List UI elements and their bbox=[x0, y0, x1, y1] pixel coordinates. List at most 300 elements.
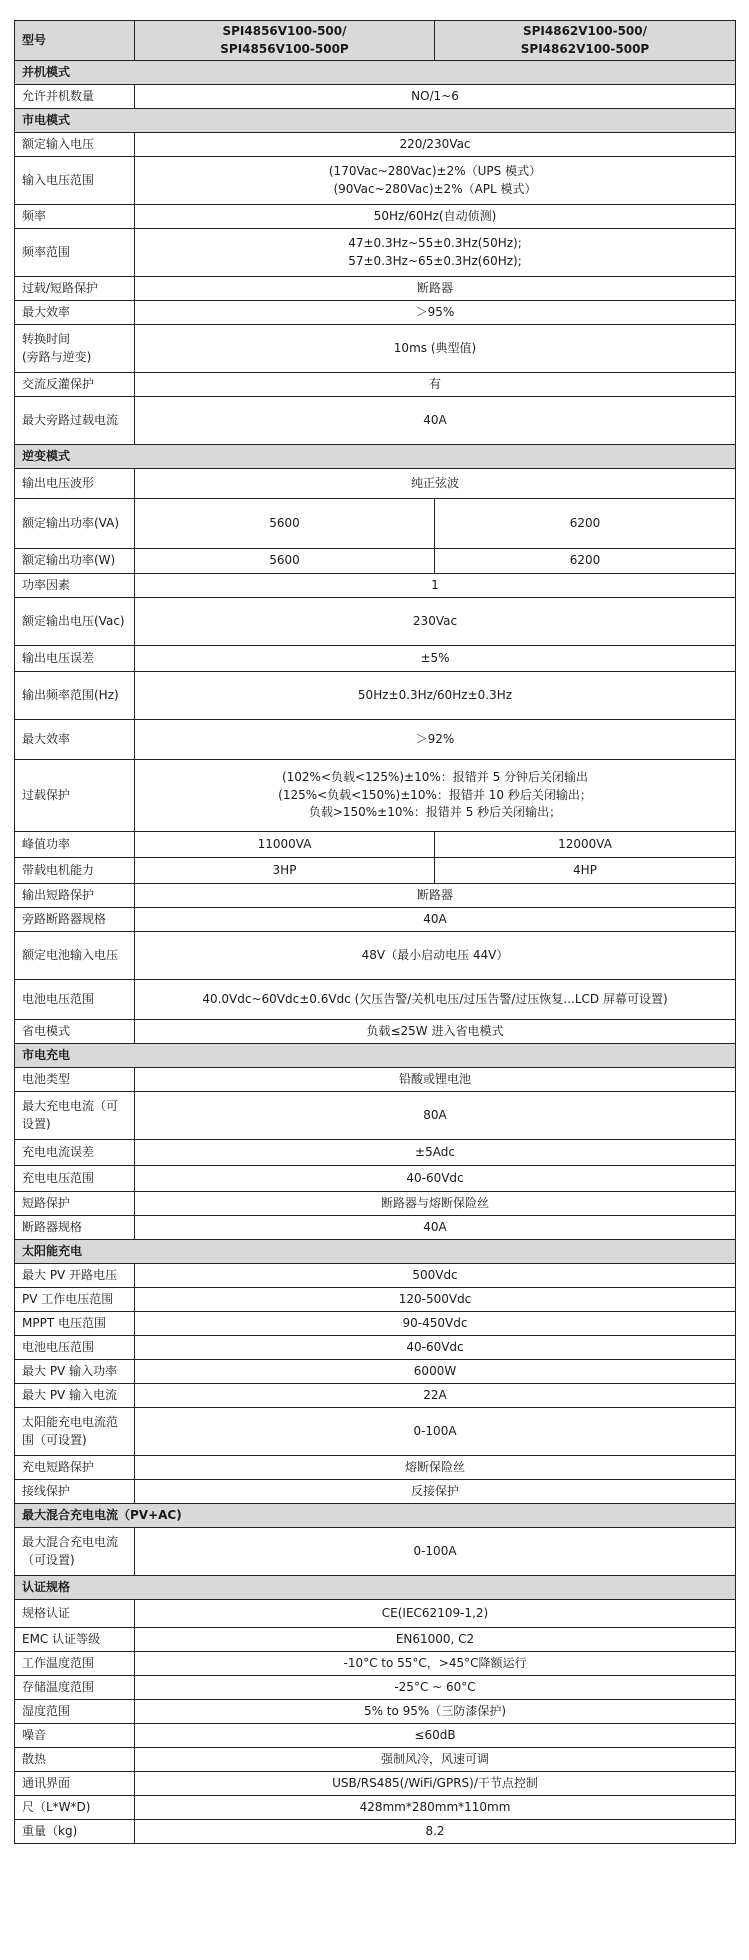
section-header-row bbox=[15, 1240, 736, 1264]
spec-label-cell bbox=[15, 1264, 135, 1288]
spec-row bbox=[15, 1700, 736, 1724]
spec-label: 存储温度范围 bbox=[22, 1679, 95, 1694]
spec-row bbox=[15, 205, 736, 229]
spec-label-cell bbox=[15, 277, 135, 301]
spec-value: ±5% bbox=[420, 650, 450, 665]
spec-label-cell bbox=[15, 1020, 135, 1044]
spec-label-cell bbox=[15, 1528, 135, 1576]
spec-label-cell bbox=[15, 1796, 135, 1820]
spec-value-cell bbox=[135, 133, 736, 157]
spec-row bbox=[15, 672, 736, 720]
spec-label: 尺（L*W*D) bbox=[22, 1799, 91, 1814]
spec-label: 电池电压范围 bbox=[22, 1339, 95, 1354]
spec-row bbox=[15, 1748, 736, 1772]
spec-row bbox=[15, 1384, 736, 1408]
spec-value: CE(IEC62109-1,2) bbox=[381, 1605, 489, 1620]
section-title-cell bbox=[15, 445, 736, 469]
spec-row bbox=[15, 373, 736, 397]
spec-label-cell bbox=[15, 1384, 135, 1408]
spec-value: 8.2 bbox=[425, 1823, 445, 1838]
spec-value-cell bbox=[135, 1628, 736, 1652]
spec-label-cell bbox=[15, 598, 135, 646]
spec-row bbox=[15, 397, 736, 445]
spec-value-cell bbox=[135, 1020, 736, 1044]
spec-value: 47±0.3Hz~55±0.3Hz(50Hz); bbox=[348, 236, 522, 251]
spec-label: 额定电池输入电压 bbox=[22, 947, 119, 962]
spec-value-model-b: 12000VA bbox=[558, 836, 612, 851]
spec-label-cell bbox=[15, 832, 135, 858]
section-title-cell bbox=[15, 61, 736, 85]
spec-value: 40-60Vdc bbox=[406, 1170, 464, 1185]
spec-value: 48V（最小启动电压 44V） bbox=[361, 947, 509, 962]
spec-table bbox=[14, 20, 736, 1844]
spec-label-cell bbox=[15, 1336, 135, 1360]
spec-row bbox=[15, 1652, 736, 1676]
spec-row bbox=[15, 908, 736, 932]
spec-value: (90Vac~280Vac)±2%（APL 模式） bbox=[333, 181, 537, 196]
spec-row bbox=[15, 832, 736, 858]
spec-value-cell bbox=[135, 1528, 736, 1576]
spec-label-cell bbox=[15, 85, 135, 109]
spec-value: 40A bbox=[423, 1219, 447, 1234]
section-header-row bbox=[15, 1044, 736, 1068]
spec-label-cell bbox=[15, 884, 135, 908]
spec-row bbox=[15, 1216, 736, 1240]
spec-value-cell bbox=[135, 1192, 736, 1216]
spec-value: 强制风冷，风速可调 bbox=[380, 1751, 489, 1766]
spec-value: 50Hz±0.3Hz/60Hz±0.3Hz bbox=[357, 687, 513, 702]
spec-value-model-b: 4HP bbox=[573, 862, 597, 877]
spec-row bbox=[15, 133, 736, 157]
spec-label: 额定输出功率(W) bbox=[22, 553, 116, 568]
spec-label-cell bbox=[15, 858, 135, 884]
spec-label: 最大混合充电电流（可设置) bbox=[22, 1535, 119, 1567]
spec-value-model-a: 3HP bbox=[272, 862, 297, 877]
spec-label: 重量（kg) bbox=[22, 1823, 78, 1838]
spec-value-cell bbox=[135, 1676, 736, 1700]
spec-row bbox=[15, 1724, 736, 1748]
spec-label: 充电电压范围 bbox=[22, 1170, 95, 1185]
spec-label-cell bbox=[15, 205, 135, 229]
spec-label: 额定输出功率(VA) bbox=[22, 515, 120, 530]
spec-value: 铅酸或锂电池 bbox=[398, 1071, 471, 1086]
spec-label-cell bbox=[15, 1140, 135, 1166]
spec-value: 50Hz/60Hz(自动侦测) bbox=[373, 208, 497, 223]
spec-row bbox=[15, 1166, 736, 1192]
spec-value-cell bbox=[135, 1820, 736, 1844]
model-a-line: SPI4856V100-500P bbox=[220, 41, 349, 56]
spec-value-cell bbox=[135, 325, 736, 373]
spec-label-cell bbox=[15, 574, 135, 598]
spec-value-cell bbox=[135, 1480, 736, 1504]
spec-value: (170Vac~280Vac)±2%（UPS 模式） bbox=[328, 164, 542, 179]
spec-label-cell bbox=[15, 397, 135, 445]
spec-label-cell bbox=[15, 1700, 135, 1724]
spec-label: 旁路断路器规格 bbox=[22, 911, 107, 926]
spec-value-cell bbox=[135, 1772, 736, 1796]
spec-label-cell bbox=[15, 760, 135, 832]
section-title-cell bbox=[15, 1504, 736, 1528]
spec-value: ±5Adc bbox=[415, 1144, 455, 1159]
spec-label: 带载电机能力 bbox=[22, 862, 95, 877]
spec-value-model-b: 6200 bbox=[569, 553, 601, 568]
spec-value: 40.0Vdc~60Vdc±0.6Vdc (欠压告警/关机电压/过压告警/过压恢复...LCD 屏幕可设置) bbox=[202, 991, 668, 1006]
spec-row bbox=[15, 1408, 736, 1456]
spec-value-model-a: 5600 bbox=[269, 553, 300, 568]
spec-row bbox=[15, 1264, 736, 1288]
spec-label-cell bbox=[15, 1772, 135, 1796]
spec-row bbox=[15, 1600, 736, 1628]
spec-label: 规格认证 bbox=[22, 1605, 71, 1620]
spec-value-cell bbox=[135, 1360, 736, 1384]
spec-row bbox=[15, 858, 736, 884]
spec-row bbox=[15, 325, 736, 373]
section-title: 太阳能充电 bbox=[22, 1243, 83, 1258]
spec-label: 通讯界面 bbox=[22, 1775, 71, 1790]
spec-row bbox=[15, 1360, 736, 1384]
section-title: 市电充电 bbox=[22, 1047, 71, 1062]
spec-value-model-b: 6200 bbox=[569, 515, 601, 530]
spec-value: 428mm*280mm*110mm bbox=[359, 1799, 511, 1814]
spec-label-cell bbox=[15, 646, 135, 672]
spec-row bbox=[15, 1288, 736, 1312]
spec-value: 断路器与熔断保险丝 bbox=[380, 1195, 489, 1210]
spec-label-cell bbox=[15, 1820, 135, 1844]
spec-row bbox=[15, 932, 736, 980]
spec-value: 90-450Vdc bbox=[402, 1315, 468, 1330]
spec-value-cell bbox=[135, 205, 736, 229]
spec-label: 最大旁路过载电流 bbox=[22, 412, 119, 427]
spec-label: 频率 bbox=[22, 208, 47, 223]
spec-row bbox=[15, 1020, 736, 1044]
spec-value-model-b-cell bbox=[435, 832, 736, 858]
spec-value: 熔断保险丝 bbox=[404, 1459, 465, 1474]
spec-label: 转换时间 bbox=[22, 332, 71, 347]
spec-value: 纯正弦波 bbox=[410, 475, 459, 490]
spec-value: 反接保护 bbox=[410, 1483, 459, 1498]
spec-value: EN61000, C2 bbox=[395, 1631, 475, 1646]
spec-label-cell bbox=[15, 469, 135, 499]
spec-value-cell bbox=[135, 720, 736, 760]
spec-label-cell bbox=[15, 1360, 135, 1384]
spec-label-cell bbox=[15, 1480, 135, 1504]
spec-value-model-b-cell bbox=[435, 549, 736, 574]
spec-value-cell bbox=[135, 1600, 736, 1628]
spec-sheet bbox=[14, 20, 735, 1844]
spec-label-cell bbox=[15, 1724, 135, 1748]
spec-value-cell bbox=[135, 1288, 736, 1312]
spec-value: 57±0.3Hz~65±0.3Hz(60Hz); bbox=[348, 253, 522, 268]
spec-label: 额定输入电压 bbox=[22, 136, 95, 151]
spec-value: 6000W bbox=[413, 1363, 457, 1378]
spec-label: 输出频率范围(Hz) bbox=[22, 687, 119, 702]
spec-label: 输入电压范围 bbox=[22, 172, 95, 187]
spec-value-cell bbox=[135, 598, 736, 646]
model-b-line: SPI4862V100-500/ bbox=[522, 24, 648, 39]
spec-label-cell bbox=[15, 1216, 135, 1240]
spec-value: (102%<负载<125%)±10%：报错并 5 分钟后关闭输出 bbox=[281, 770, 589, 785]
spec-row bbox=[15, 720, 736, 760]
spec-label: 最大效率 bbox=[22, 304, 71, 319]
spec-value-cell bbox=[135, 1166, 736, 1192]
spec-label: 额定输出电压(Vac) bbox=[22, 613, 125, 628]
spec-label-cell bbox=[15, 980, 135, 1020]
spec-value: ≤60dB bbox=[414, 1727, 456, 1742]
spec-value-cell bbox=[135, 1092, 736, 1140]
section-title: 逆变模式 bbox=[22, 448, 71, 463]
spec-value: 500Vdc bbox=[412, 1267, 458, 1282]
spec-value-cell bbox=[135, 908, 736, 932]
spec-label-cell bbox=[15, 1312, 135, 1336]
spec-label: 功率因素 bbox=[22, 577, 71, 592]
spec-label: 过载/短路保护 bbox=[22, 280, 99, 295]
model-a-cell bbox=[135, 21, 435, 61]
section-title: 并机模式 bbox=[22, 64, 71, 79]
spec-label-cell bbox=[15, 1166, 135, 1192]
spec-label-cell bbox=[15, 325, 135, 373]
spec-value-cell bbox=[135, 760, 736, 832]
spec-value-cell bbox=[135, 1384, 736, 1408]
spec-row bbox=[15, 499, 736, 549]
spec-value: 220/230Vac bbox=[399, 136, 471, 151]
model-b-line: SPI4862V100-500P bbox=[520, 41, 650, 56]
spec-value: (125%<负载<150%)±10%：报错并 10 秒后关闭输出； bbox=[278, 787, 592, 802]
spec-value: 40A bbox=[423, 911, 447, 926]
spec-value: 80A bbox=[423, 1107, 447, 1122]
spec-value: 有 bbox=[428, 376, 441, 391]
spec-label-cell bbox=[15, 499, 135, 549]
spec-label: (旁路与逆变) bbox=[22, 349, 92, 364]
spec-label: 工作温度范围 bbox=[22, 1655, 95, 1670]
spec-value-cell bbox=[135, 397, 736, 445]
spec-label: 湿度范围 bbox=[22, 1703, 71, 1718]
spec-label: 短路保护 bbox=[22, 1195, 71, 1210]
spec-label: EMC 认证等级 bbox=[22, 1631, 101, 1646]
spec-label-cell bbox=[15, 229, 135, 277]
spec-label: 最大效率 bbox=[22, 731, 71, 746]
spec-row bbox=[15, 980, 736, 1020]
spec-label: 交流反灌保护 bbox=[22, 376, 95, 391]
spec-label-cell bbox=[15, 157, 135, 205]
spec-value-model-a-cell bbox=[135, 499, 435, 549]
spec-value-cell bbox=[135, 1796, 736, 1820]
spec-row bbox=[15, 646, 736, 672]
spec-value-cell bbox=[135, 1336, 736, 1360]
spec-value-cell bbox=[135, 229, 736, 277]
spec-label: 电池类型 bbox=[22, 1071, 71, 1086]
spec-value-model-a-cell bbox=[135, 549, 435, 574]
spec-label-cell bbox=[15, 373, 135, 397]
spec-value-model-a: 5600 bbox=[269, 515, 300, 530]
model-b-cell bbox=[435, 21, 736, 61]
spec-label-cell bbox=[15, 720, 135, 760]
spec-value-cell bbox=[135, 1264, 736, 1288]
spec-label: 输出短路保护 bbox=[22, 887, 95, 902]
spec-row bbox=[15, 1480, 736, 1504]
spec-label-cell bbox=[15, 932, 135, 980]
section-title-cell bbox=[15, 1576, 736, 1600]
spec-label-cell bbox=[15, 672, 135, 720]
spec-label: 最大 PV 输入电流 bbox=[22, 1387, 118, 1402]
spec-label-cell bbox=[15, 1628, 135, 1652]
spec-value-cell bbox=[135, 932, 736, 980]
spec-value-cell bbox=[135, 884, 736, 908]
spec-value-cell bbox=[135, 1216, 736, 1240]
spec-value: -25°C ~ 60°C bbox=[394, 1679, 476, 1694]
spec-row bbox=[15, 1528, 736, 1576]
spec-value: ＞95% bbox=[415, 304, 455, 319]
spec-label: 断路器规格 bbox=[22, 1219, 83, 1234]
spec-row bbox=[15, 1312, 736, 1336]
spec-value-cell bbox=[135, 1068, 736, 1092]
spec-label-cell bbox=[15, 1456, 135, 1480]
spec-label: 充电短路保护 bbox=[22, 1459, 95, 1474]
model-a-line: SPI4856V100-500/ bbox=[222, 24, 347, 39]
section-title-cell bbox=[15, 1044, 736, 1068]
spec-value-model-a: 11000VA bbox=[257, 836, 312, 851]
spec-row bbox=[15, 760, 736, 832]
spec-value-cell bbox=[135, 1140, 736, 1166]
spec-value-cell bbox=[135, 1408, 736, 1456]
spec-value-cell bbox=[135, 1724, 736, 1748]
spec-value-model-a-cell bbox=[135, 832, 435, 858]
spec-row bbox=[15, 1772, 736, 1796]
spec-value: 5% to 95%（三防漆保护) bbox=[363, 1703, 507, 1718]
spec-label-cell bbox=[15, 1092, 135, 1140]
section-header-row bbox=[15, 1576, 736, 1600]
spec-row bbox=[15, 1628, 736, 1652]
spec-label: 噪音 bbox=[22, 1727, 47, 1742]
spec-value-cell bbox=[135, 373, 736, 397]
spec-row bbox=[15, 598, 736, 646]
spec-value-cell bbox=[135, 672, 736, 720]
section-title: 认证规格 bbox=[22, 1579, 71, 1594]
spec-label: 输出电压波形 bbox=[22, 475, 95, 490]
spec-label: 省电模式 bbox=[22, 1023, 71, 1038]
spec-row bbox=[15, 469, 736, 499]
spec-value-cell bbox=[135, 469, 736, 499]
spec-value-cell bbox=[135, 1312, 736, 1336]
spec-value: 230Vac bbox=[412, 613, 458, 628]
section-header-row bbox=[15, 109, 736, 133]
spec-row bbox=[15, 277, 736, 301]
section-header-row bbox=[15, 61, 736, 85]
spec-value-cell bbox=[135, 1652, 736, 1676]
spec-label: 电池电压范围 bbox=[22, 991, 95, 1006]
spec-value-model-a-cell bbox=[135, 858, 435, 884]
spec-label-cell bbox=[15, 549, 135, 574]
section-title-cell bbox=[15, 1240, 736, 1264]
spec-label-cell bbox=[15, 1748, 135, 1772]
spec-label: 太阳能充电电流范围（可设置) bbox=[22, 1415, 119, 1447]
spec-label-cell bbox=[15, 1192, 135, 1216]
spec-label-cell bbox=[15, 1068, 135, 1092]
spec-label: 峰值功率 bbox=[22, 836, 71, 851]
spec-value: ＞92% bbox=[415, 731, 455, 746]
spec-value-cell bbox=[135, 277, 736, 301]
header-label-cell bbox=[15, 21, 135, 61]
spec-row bbox=[15, 1796, 736, 1820]
spec-row bbox=[15, 85, 736, 109]
spec-value: 1 bbox=[431, 577, 439, 592]
spec-label-cell bbox=[15, 1676, 135, 1700]
spec-value-model-b-cell bbox=[435, 499, 736, 549]
section-title: 市电模式 bbox=[22, 112, 71, 127]
header-row bbox=[15, 21, 736, 61]
spec-row bbox=[15, 884, 736, 908]
spec-label: PV 工作电压范围 bbox=[22, 1291, 114, 1306]
section-header-row bbox=[15, 1504, 736, 1528]
spec-row bbox=[15, 229, 736, 277]
spec-row bbox=[15, 549, 736, 574]
spec-value-cell bbox=[135, 1748, 736, 1772]
spec-row bbox=[15, 1456, 736, 1480]
spec-row bbox=[15, 1820, 736, 1844]
spec-value-cell bbox=[135, 980, 736, 1020]
spec-value-cell bbox=[135, 574, 736, 598]
spec-value-model-b-cell bbox=[435, 858, 736, 884]
spec-label-cell bbox=[15, 301, 135, 325]
spec-label: 允许并机数量 bbox=[22, 88, 95, 103]
spec-row bbox=[15, 1092, 736, 1140]
spec-label-cell bbox=[15, 1600, 135, 1628]
section-title: 最大混合充电电流（PV+AC) bbox=[22, 1507, 182, 1522]
spec-label: 散热 bbox=[22, 1751, 47, 1766]
spec-label: 最大充电电流（可设置) bbox=[22, 1099, 119, 1131]
spec-table-body bbox=[15, 21, 736, 1844]
spec-label: 过载保护 bbox=[22, 787, 71, 802]
spec-label: 最大 PV 开路电压 bbox=[22, 1267, 118, 1282]
spec-value-cell bbox=[135, 1700, 736, 1724]
spec-label-cell bbox=[15, 908, 135, 932]
spec-value: 断路器 bbox=[416, 887, 453, 902]
spec-value: USB/RS485(/WiFi/GPRS)/干节点控制 bbox=[332, 1775, 538, 1790]
spec-value: 0-100A bbox=[413, 1423, 457, 1438]
spec-label: MPPT 电压范围 bbox=[22, 1315, 106, 1330]
spec-row bbox=[15, 574, 736, 598]
spec-row bbox=[15, 1336, 736, 1360]
spec-label-cell bbox=[15, 1288, 135, 1312]
spec-label: 输出电压误差 bbox=[22, 650, 95, 665]
spec-value: 22A bbox=[423, 1387, 447, 1402]
spec-value-cell bbox=[135, 157, 736, 205]
header-label: 型号 bbox=[22, 32, 47, 47]
spec-value: -10°C to 55°C，>45°C降额运行 bbox=[343, 1655, 527, 1670]
spec-label: 接线保护 bbox=[22, 1483, 71, 1498]
spec-row bbox=[15, 1140, 736, 1166]
spec-value-cell bbox=[135, 85, 736, 109]
spec-value-cell bbox=[135, 646, 736, 672]
spec-label: 充电电流误差 bbox=[22, 1144, 95, 1159]
spec-label: 最大 PV 输入功率 bbox=[22, 1363, 118, 1378]
spec-value: 断路器 bbox=[416, 280, 453, 295]
spec-value: 120-500Vdc bbox=[398, 1291, 472, 1306]
spec-row bbox=[15, 1192, 736, 1216]
section-title-cell bbox=[15, 109, 736, 133]
spec-value-cell bbox=[135, 301, 736, 325]
spec-value-cell bbox=[135, 1456, 736, 1480]
spec-row bbox=[15, 1068, 736, 1092]
section-header-row bbox=[15, 445, 736, 469]
spec-value: 0-100A bbox=[413, 1543, 457, 1558]
spec-label-cell bbox=[15, 1408, 135, 1456]
spec-value: 40A bbox=[423, 412, 447, 427]
spec-value: NO/1~6 bbox=[411, 88, 459, 103]
spec-row bbox=[15, 301, 736, 325]
spec-label-cell bbox=[15, 1652, 135, 1676]
spec-value: 负载≤25W 进入省电模式 bbox=[366, 1023, 504, 1038]
spec-row bbox=[15, 157, 736, 205]
